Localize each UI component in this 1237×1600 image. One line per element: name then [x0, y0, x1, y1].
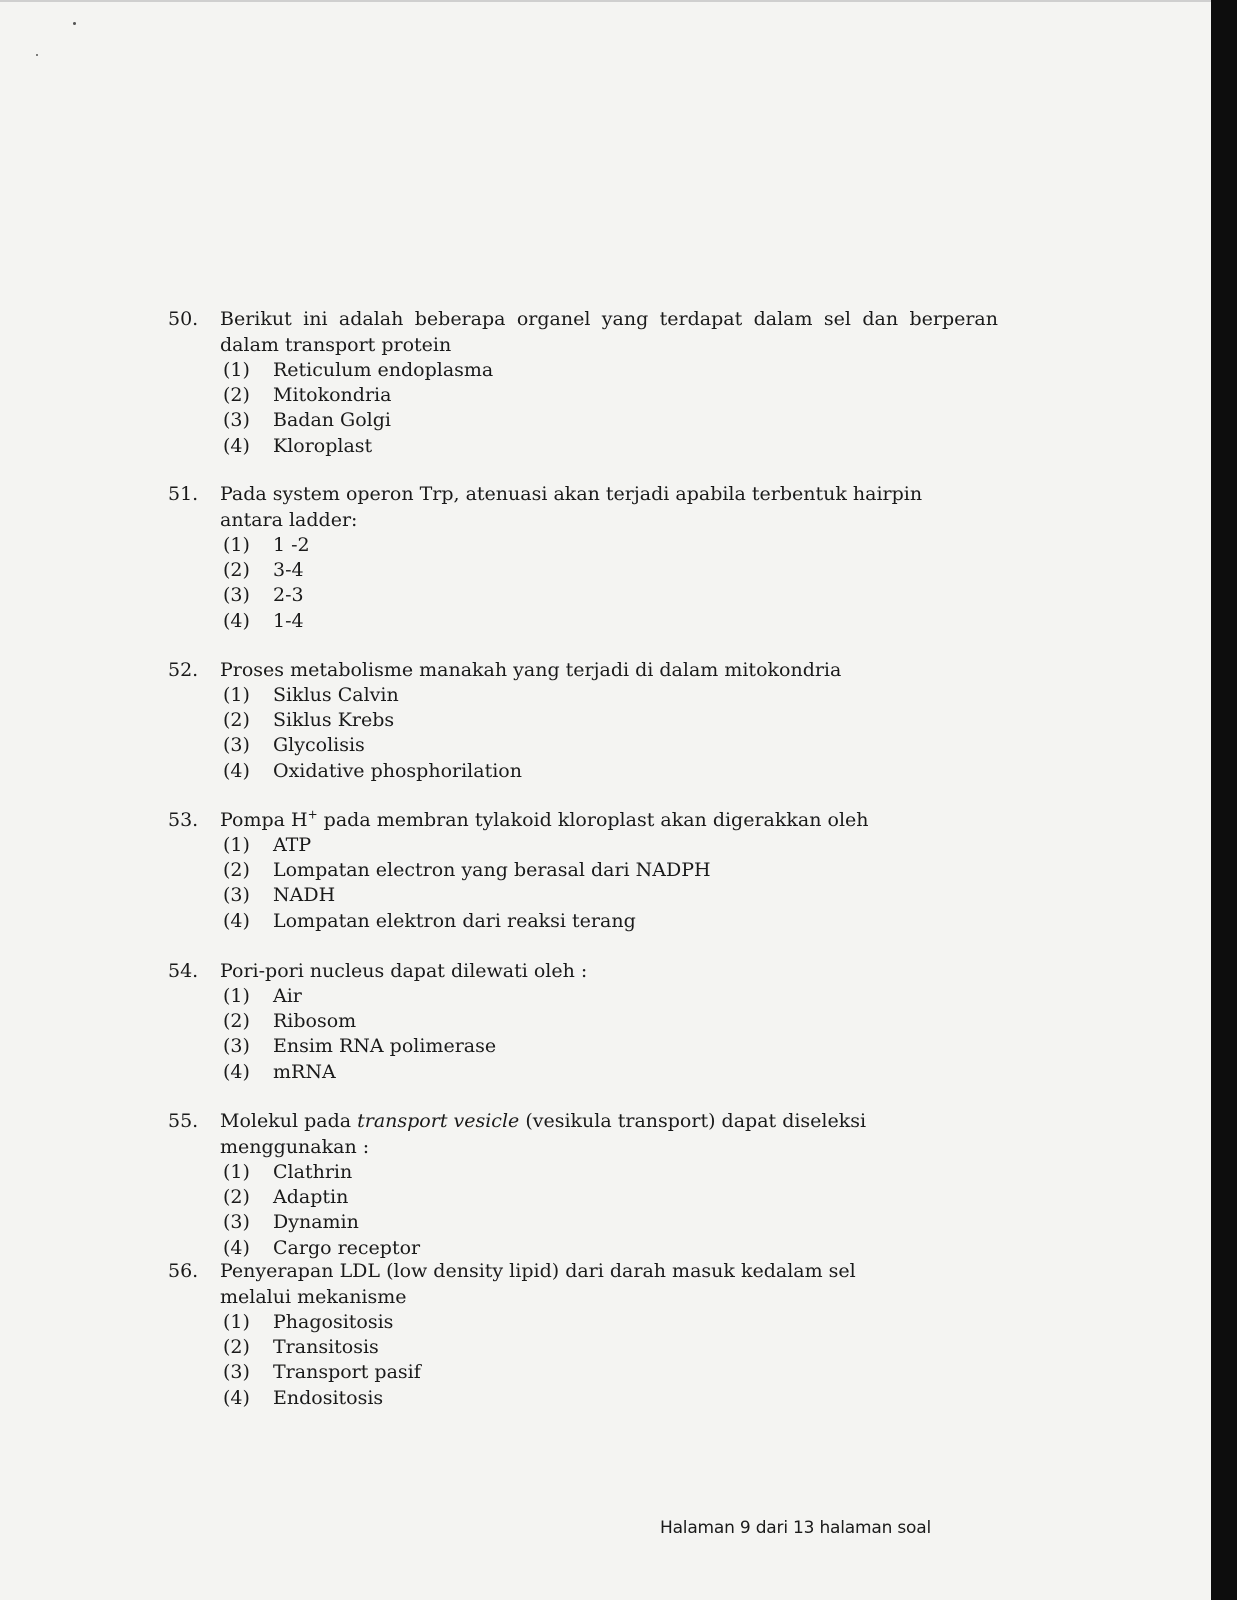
- option-text: mRNA: [273, 1060, 336, 1083]
- option-number: (3): [223, 1361, 250, 1384]
- option-number: (4): [223, 1386, 250, 1409]
- option-list: [223, 1160, 998, 1261]
- question-53: [168, 807, 998, 934]
- option-item: [223, 434, 998, 459]
- option-item: [223, 858, 998, 883]
- question-text-part: Molekul pada: [220, 1110, 358, 1132]
- question-number: 53.: [168, 809, 199, 831]
- option-number: (3): [223, 584, 250, 607]
- question-number: 54.: [168, 960, 199, 982]
- question-text: [220, 1108, 998, 1160]
- question-text: Proses metabolisme manakah yang terjadi di dalam mitokondria: [220, 659, 842, 681]
- option-item: [223, 909, 998, 934]
- option-number: (4): [223, 434, 250, 457]
- question-number: 55.: [168, 1110, 199, 1132]
- option-text: Air: [273, 985, 302, 1007]
- option-text: Oxidative phosphorilation: [273, 759, 522, 782]
- option-number: (3): [223, 409, 250, 432]
- option-item: [223, 759, 998, 784]
- option-number: (3): [223, 1211, 250, 1234]
- question-text: Pada system operon Trp, atenuasi akan terjadi apabila terbentuk hairpin antara ladder:: [220, 483, 923, 531]
- option-item: [223, 1185, 998, 1210]
- option-item: [223, 533, 948, 558]
- option-text: Clathrin: [273, 1161, 353, 1183]
- question-52: [168, 657, 998, 784]
- option-number: (2): [223, 384, 250, 407]
- question-text-part: pada membran tylakoid kloroplast akan digerakkan oleh: [317, 809, 869, 831]
- question-text: [220, 807, 998, 833]
- option-item: [223, 1034, 998, 1059]
- option-text: Transitosis: [273, 1336, 379, 1359]
- option-number: (4): [223, 609, 250, 632]
- option-number: (1): [223, 534, 250, 556]
- question-text: Berikut ini adalah beberapa organel yang terdapat dalam sel dan berperan dalam transport protein: [220, 308, 998, 356]
- option-number: (1): [223, 985, 250, 1007]
- option-item: [223, 583, 948, 608]
- scan-right-edge: [1211, 0, 1237, 1600]
- option-list: [223, 833, 998, 934]
- scan-speck: [73, 22, 76, 25]
- scan-top-edge: [0, 0, 1211, 2]
- option-item: [223, 1160, 998, 1185]
- option-list: [223, 984, 998, 1085]
- option-number: (1): [223, 834, 250, 856]
- option-text: Dynamin: [273, 1211, 359, 1234]
- option-text: Transport pasif: [273, 1361, 421, 1384]
- option-text: Ribosom: [273, 1010, 357, 1033]
- question-56: [168, 1258, 898, 1411]
- option-text: Phagositosis: [273, 1311, 394, 1333]
- option-text: 1 -2: [273, 534, 310, 556]
- option-number: (3): [223, 1035, 250, 1058]
- option-item: [223, 984, 998, 1009]
- option-text: Siklus Krebs: [273, 709, 395, 732]
- question-text-part: Pompa H: [220, 809, 308, 831]
- option-item: [223, 1386, 898, 1411]
- option-text: Siklus Calvin: [273, 684, 399, 706]
- option-text: Badan Golgi: [273, 409, 391, 432]
- option-text: 2-3: [273, 584, 304, 607]
- option-number: (1): [223, 1311, 250, 1333]
- question-text-part: (vesikula transport) dapat diseleksi menggunakan :: [220, 1110, 867, 1158]
- option-number: (2): [223, 1186, 250, 1209]
- option-text: Kloroplast: [273, 434, 373, 457]
- option-text: Endositosis: [273, 1386, 384, 1409]
- option-text: Reticulum endoplasma: [273, 359, 494, 381]
- option-number: (4): [223, 909, 250, 932]
- question-number: 50.: [168, 308, 199, 330]
- option-item: [223, 683, 998, 708]
- question-55: [168, 1108, 998, 1261]
- option-item: [223, 733, 998, 758]
- option-text: Mitokondria: [273, 384, 392, 407]
- option-item: [223, 833, 998, 858]
- option-number: (2): [223, 1336, 250, 1359]
- option-number: (1): [223, 684, 250, 706]
- option-number: (1): [223, 1161, 250, 1183]
- option-text: Lompatan electron yang berasal dari NADPH: [273, 859, 711, 882]
- option-list: [223, 1310, 898, 1411]
- option-item: [223, 1060, 998, 1085]
- option-item: [223, 558, 948, 583]
- option-text: Ensim RNA polimerase: [273, 1035, 497, 1058]
- option-number: (2): [223, 559, 250, 582]
- option-item: [223, 708, 998, 733]
- question-text-emphasis: transport vesicle: [357, 1110, 520, 1132]
- option-item: [223, 1210, 998, 1235]
- option-item: [223, 1335, 898, 1360]
- option-item: [223, 408, 998, 433]
- option-item: [223, 383, 998, 408]
- option-text: Cargo receptor: [273, 1236, 421, 1259]
- option-number: (4): [223, 1060, 250, 1083]
- option-text: NADH: [273, 884, 336, 907]
- question-number: 51.: [168, 483, 199, 505]
- option-number: (4): [223, 1236, 250, 1259]
- option-number: (4): [223, 759, 250, 782]
- option-text: 3-4: [273, 559, 304, 582]
- question-number: 52.: [168, 659, 199, 681]
- option-number: (2): [223, 709, 250, 732]
- option-text: Glycolisis: [273, 734, 365, 757]
- question-51: [168, 481, 948, 634]
- option-list: [223, 683, 998, 784]
- option-number: (2): [223, 859, 250, 882]
- option-item: [223, 358, 998, 383]
- option-item: [223, 1009, 998, 1034]
- question-50: [168, 306, 998, 459]
- option-item: [223, 1310, 898, 1335]
- option-text: Adaptin: [273, 1186, 349, 1209]
- option-item: [223, 1360, 898, 1385]
- option-number: (1): [223, 359, 250, 381]
- scan-speck: [36, 54, 38, 56]
- option-item: [223, 609, 948, 634]
- option-number: (3): [223, 734, 250, 757]
- option-number: (3): [223, 884, 250, 907]
- option-text: ATP: [273, 834, 312, 856]
- option-text: Lompatan elektron dari reaksi terang: [273, 909, 636, 932]
- page-footer: Halaman 9 dari 13 halaman soal: [660, 1518, 931, 1538]
- option-item: [223, 883, 998, 908]
- option-number: (2): [223, 1010, 250, 1033]
- question-54: [168, 958, 998, 1085]
- option-text: 1-4: [273, 609, 304, 632]
- question-number: 56.: [168, 1260, 199, 1282]
- superscript-plus: +: [307, 807, 318, 822]
- question-text: Pori-pori nucleus dapat dilewati oleh :: [220, 960, 588, 982]
- option-list: [223, 358, 998, 459]
- option-list: [223, 533, 948, 634]
- question-text: Penyerapan LDL (low density lipid) dari darah masuk kedalam sel melalui mekanisme: [220, 1260, 856, 1308]
